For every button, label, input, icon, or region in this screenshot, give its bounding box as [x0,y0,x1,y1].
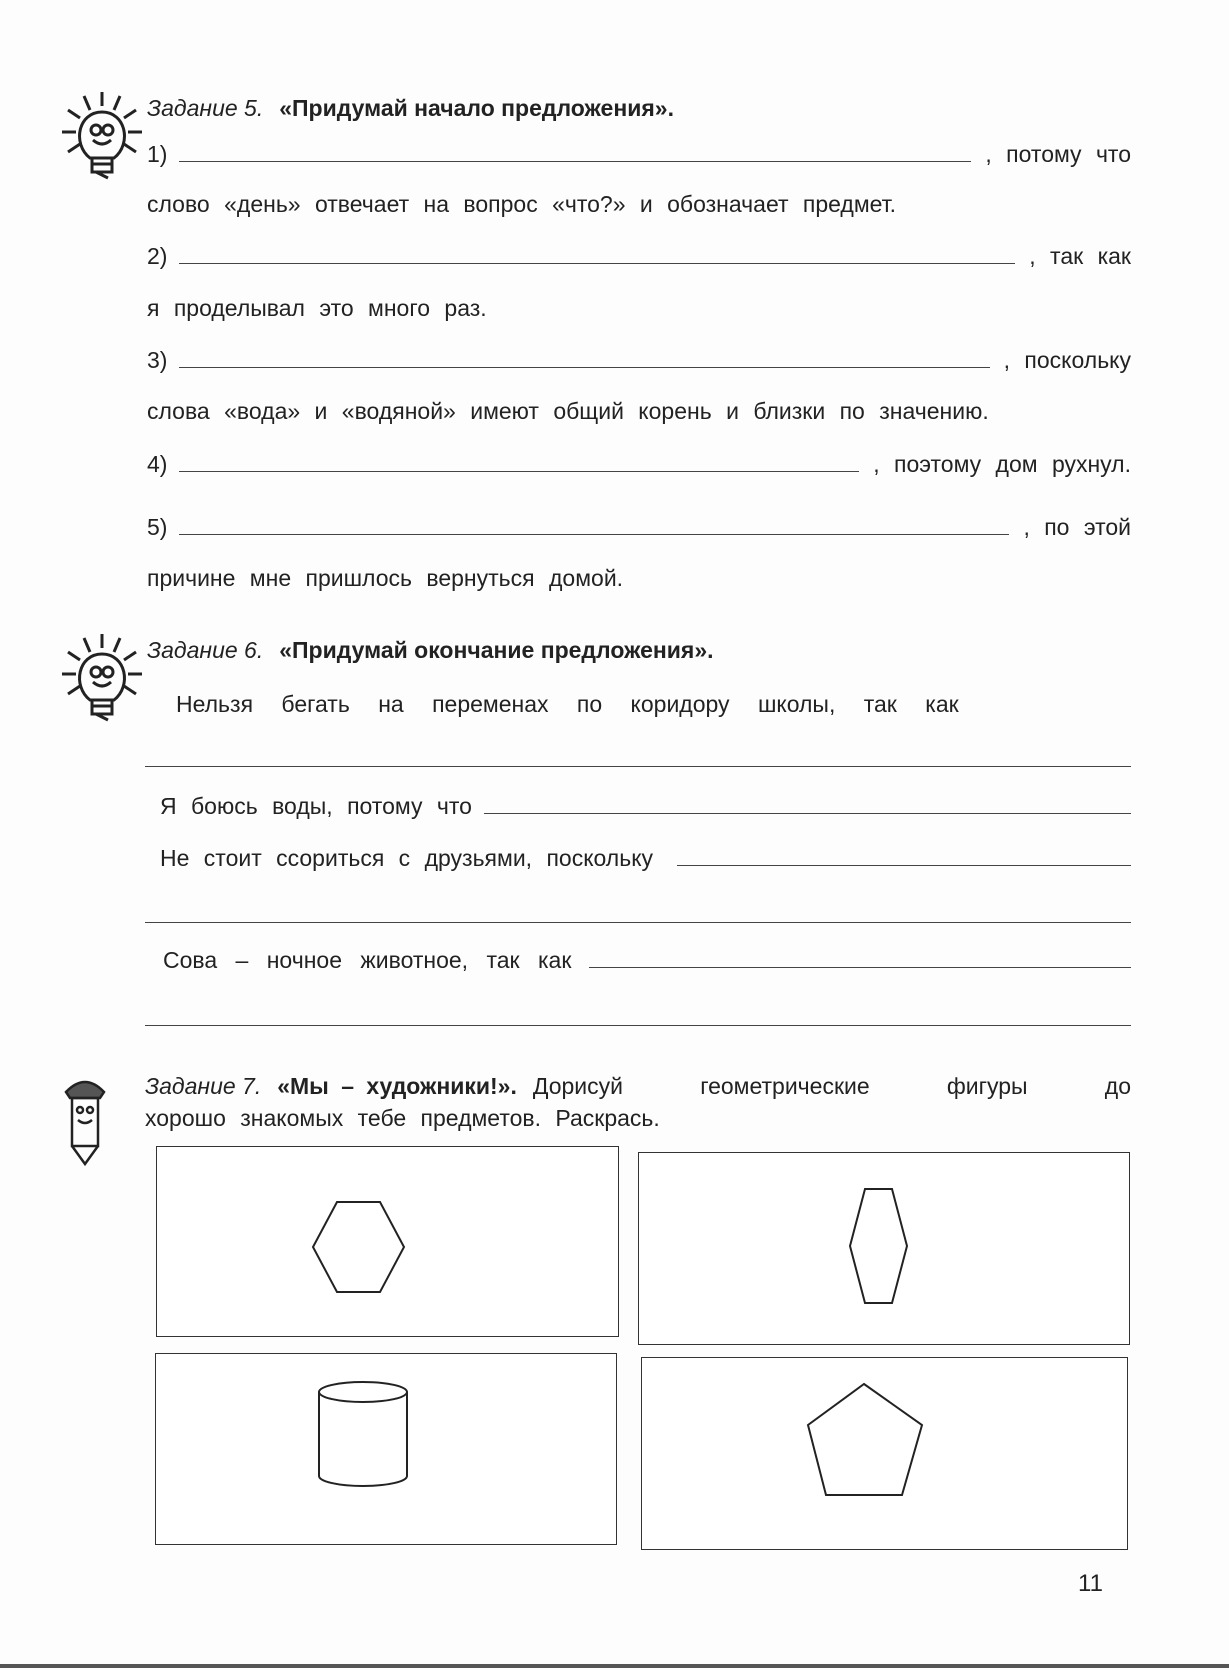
task-title: «Мы – художники!». [277,1073,517,1099]
answer-blank[interactable] [179,471,859,472]
answer-blank[interactable] [484,813,1131,814]
task7-text-2: хорошо знакомых тебе предметов. Раскрась. [145,1105,660,1131]
answer-line[interactable] [145,922,1131,923]
answer-blank[interactable] [589,967,1131,968]
task5-item-3 [147,344,1131,374]
task5-item-3-cont: слова «вода» и «водяной» имеют общий корень и близки по значению. [147,398,989,424]
item-number: 1) [147,141,168,167]
item-number: 4) [147,451,168,477]
answer-blank[interactable] [677,865,1131,866]
task6-sentence-2 [160,790,1131,820]
answer-blank[interactable] [179,161,971,162]
item-tail: , по этой [1023,514,1131,540]
task-label: Задание 6. [147,637,264,663]
task-title: «Придумай окончание предложения». [279,637,714,663]
drawing-box-tall-hexagon[interactable] [638,1152,1130,1345]
task-title: «Придумай начало предложения». [279,95,674,121]
item-tail: , потому что [985,141,1131,167]
hexagon-shape [157,1147,618,1336]
drawing-box-pentagon[interactable] [641,1357,1128,1550]
task5-item-1-cont: слово «день» отвечает на вопрос «что?» и обозначает предмет. [147,191,897,217]
task7-heading [145,1070,1131,1100]
sentence-text: Сова – ночное животное, так как [163,947,572,973]
task6-sentence-4 [163,944,1131,974]
task5-heading [147,92,1131,122]
pencil-character-icon [60,1074,110,1166]
drawing-box-hexagon[interactable] [156,1146,619,1337]
sentence-text: Не стоит ссориться с друзьями, поскольку [160,845,654,871]
drawing-box-cylinder[interactable] [155,1353,617,1545]
task5-item-5 [147,511,1131,541]
task-text: Дорисуй геометрические фигуры до [532,1073,1131,1099]
task6-sentence-3 [160,842,1131,872]
task6-sentence-1: Нельзя бегать на переменах по коридору школы, так как [176,691,959,717]
answer-blank[interactable] [179,534,1009,535]
task5-item-2-cont: я проделывал это много раз. [147,295,487,321]
cylinder-shape [156,1354,616,1544]
item-tail: , так как [1029,243,1131,269]
task5-item-2 [147,240,1131,270]
item-number: 2) [147,243,168,269]
task5-item-1 [147,138,1131,168]
lightbulb-icon [60,630,144,722]
tall-hexagon-shape [639,1153,1129,1344]
answer-line[interactable] [145,1025,1131,1026]
pentagon-shape [642,1358,1127,1549]
item-number: 3) [147,347,168,373]
lightbulb-icon [60,88,144,180]
task6-heading [147,634,1131,664]
task-label: Задание 7. [145,1073,262,1099]
item-number: 5) [147,514,168,540]
task5-item-4 [147,448,1131,478]
answer-blank[interactable] [179,367,989,368]
page-edge [0,1664,1229,1668]
sentence-text: Я боюсь воды, потому что [160,793,472,819]
page-number: 11 [1078,1570,1103,1597]
task-label: Задание 5. [147,95,264,121]
answer-blank[interactable] [179,263,1015,264]
item-tail: , поскольку [1003,347,1131,373]
answer-line[interactable] [145,766,1131,767]
item-tail: , поэтому дом рухнул. [873,451,1131,477]
task5-item-5-cont: причине мне пришлось вернуться домой. [147,565,624,591]
